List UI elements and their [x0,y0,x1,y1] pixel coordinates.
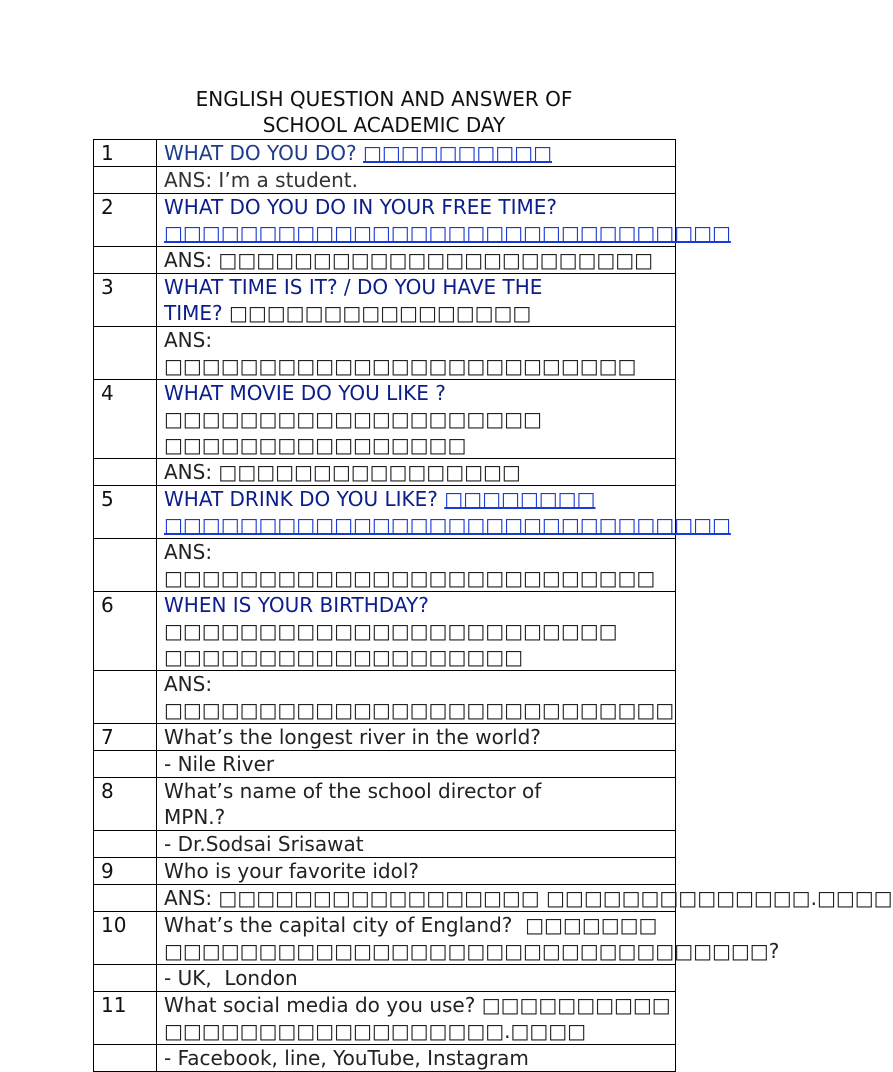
question-text: Who is your favorite idol? [157,858,676,885]
answer-text: ANS: □□□□□□□□□□□□□□□□□ □□□□□□□□□□□□□□.□□□□ [157,885,676,912]
question-text: WHAT DO YOU DO IN YOUR FREE TIME? □□□□□□□□□□□□□□□□□□□□□□□□□□□□□□ [157,194,676,247]
question-text: What’s the capital city of England? □□□□□□□ □□□□□□□□□□□□□□□□□□□□□□□□□□□□□□□□? [157,912,676,965]
answer-row-2 [94,247,676,274]
answer-text: ANS: □□□□□□□□□□□□□□□□□□□□□□□□□□□ [157,671,676,724]
document-title [93,86,675,138]
question-text: WHAT TIME IS IT? / DO YOU HAVE THE TIME? □□□□□□□□□□□□□□□□ [157,274,676,327]
question-text: WHEN IS YOUR BIRTHDAY? □□□□□□□□□□□□□□□□□□□□□□□□ □□□□□□□□□□□□□□□□□□□ [157,592,676,671]
question-number: 9 [94,858,157,885]
question-number: 5 [94,486,157,539]
answer-text: ANS: □□□□□□□□□□□□□□□□□□□□□□□□□□ [157,539,676,592]
answer-row-7 [94,751,676,778]
question-text: What social media do you use? □□□□□□□□□□ □□□□□□□□□□□□□□□□□□.□□□□ [157,992,676,1045]
answer-row-1 [94,167,676,194]
answer-row-6 [94,671,676,724]
answer-row-10 [94,965,676,992]
question-row-7 [94,724,676,751]
answer-row-9 [94,885,676,912]
answer-text: - UK, London [157,965,676,992]
question-text: WHAT DRINK DO YOU LIKE? □□□□□□□□ □□□□□□□□□□□□□□□□□□□□□□□□□□□□□□ [157,486,676,539]
question-number: 2 [94,194,157,247]
title-line-2: SCHOOL ACADEMIC DAY [262,113,506,137]
answer-text: - Nile River [157,751,676,778]
answer-text: - Facebook, line, YouTube, Instagram [157,1045,676,1072]
answer-text: - Dr.Sodsai Srisawat [157,831,676,858]
answer-row-5 [94,539,676,592]
question-number: 4 [94,380,157,459]
question-row-2 [94,194,676,247]
question-row-5 [94,486,676,539]
answer-text: ANS: □□□□□□□□□□□□□□□□ [157,459,676,486]
question-number: 8 [94,778,157,831]
question-row-9 [94,858,676,885]
question-number: 7 [94,724,157,751]
question-text: What’s the longest river in the world? [157,724,676,751]
question-row-3 [94,274,676,327]
question-number: 1 [94,140,157,167]
answer-row-11 [94,1045,676,1072]
question-number: 3 [94,274,157,327]
question-row-1 [94,140,676,167]
answer-text: ANS: I’m a student. [157,167,676,194]
answer-text: ANS: □□□□□□□□□□□□□□□□□□□□□□□□□ [157,327,676,380]
question-row-10 [94,912,676,965]
question-text: What’s name of the school director of MPN.? [157,778,676,831]
answer-row-3 [94,327,676,380]
question-row-11 [94,992,676,1045]
question-row-8 [94,778,676,831]
question-number: 6 [94,592,157,671]
answer-text: ANS: □□□□□□□□□□□□□□□□□□□□□□□ [157,247,676,274]
question-number: 10 [94,912,157,965]
answer-row-8 [94,831,676,858]
question-row-6 [94,592,676,671]
question-number: 11 [94,992,157,1045]
question-row-4 [94,380,676,459]
title-line-1: ENGLISH QUESTION AND ANSWER OF [195,87,573,111]
question-text: WHAT DO YOU DO? □□□□□□□□□□ [157,140,676,167]
answer-row-4 [94,459,676,486]
question-text: WHAT MOVIE DO YOU LIKE ? □□□□□□□□□□□□□□□□□□□□ □□□□□□□□□□□□□□□□ [157,380,676,459]
qa-table [93,139,893,1072]
